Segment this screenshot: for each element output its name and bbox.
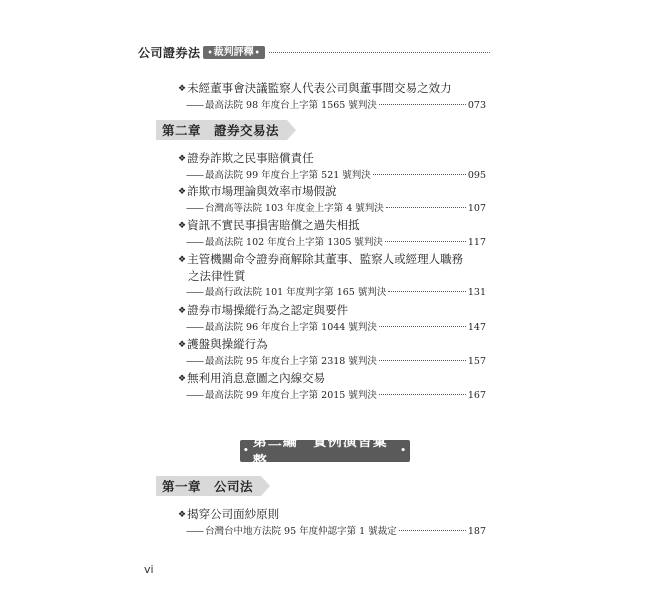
chapter-heading[interactable] <box>156 476 270 496</box>
dot-leader <box>373 174 466 175</box>
diamond-bullet-icon: ❖ <box>178 84 187 94</box>
diamond-bullet-icon: ❖ <box>178 255 187 265</box>
diamond-bullet-icon: ❖ <box>178 154 187 164</box>
running-header <box>138 44 490 60</box>
chapter-arrow-tail <box>287 120 296 140</box>
entry-source: 最高法院 102 年度台上字第 1305 號判決 <box>205 237 383 248</box>
entry-dash: —— <box>186 203 203 214</box>
entry-title: 證券市場操縱行為之認定與要件 <box>187 303 349 317</box>
header-section-tag <box>203 46 265 59</box>
dot-leader <box>379 326 466 327</box>
page-number: vi <box>144 563 154 576</box>
entry-source: 最高法院 96 年度台上字第 1044 號判決 <box>205 322 377 333</box>
part-bullet-right: • <box>400 446 407 456</box>
entry-dash: —— <box>186 390 203 401</box>
entry-title: 護盤與操縱行為 <box>187 337 268 351</box>
entry-source: 最高法院 99 年度台上字第 2015 號判決 <box>205 390 377 401</box>
diamond-bullet-icon: ❖ <box>178 306 187 316</box>
toc-entry[interactable] <box>178 150 486 184</box>
dot-leader <box>386 207 466 208</box>
entry-dash: —— <box>186 170 203 181</box>
dot-leader <box>385 241 466 242</box>
entry-page: 167 <box>467 390 486 401</box>
entry-page: 117 <box>467 237 486 248</box>
dot-leader <box>388 291 466 292</box>
entry-title: 無利用消息意圖之內線交易 <box>187 371 326 385</box>
dot-leader <box>379 360 466 361</box>
part-label: 第二編 實例演習彙整 <box>252 434 388 470</box>
toc-entry[interactable] <box>178 251 486 301</box>
entry-title: 未經董事會決議監察人代表公司與董事間交易之效力 <box>187 81 452 95</box>
diamond-bullet-icon: ❖ <box>178 340 187 350</box>
entry-source: 台灣高等法院 103 年度金上字第 4 號判決 <box>205 203 384 214</box>
entry-dash: —— <box>186 100 203 111</box>
entry-title: 證券詐欺之民事賠償責任 <box>187 151 314 165</box>
tag-bullet-right: • <box>254 46 260 57</box>
entry-page: 187 <box>467 526 486 537</box>
entry-source: 最高法院 95 年度台上字第 2318 號判決 <box>205 356 377 367</box>
diamond-bullet-icon: ❖ <box>178 221 187 231</box>
tag-label: 裁判評釋 <box>213 46 254 58</box>
entry-source: 最高法院 98 年度台上字第 1565 號判決 <box>205 100 377 111</box>
entry-source: 最高行政法院 101 年度判字第 165 號判決 <box>205 287 387 298</box>
entry-source: 最高法院 99 年度台上字第 521 號判決 <box>205 170 371 181</box>
part-heading[interactable] <box>240 434 410 470</box>
entry-title: 揭穿公司面紗原則 <box>187 507 280 521</box>
toc-entry[interactable] <box>178 217 486 251</box>
toc-entry[interactable] <box>178 302 486 336</box>
toc-entry[interactable] <box>178 183 486 217</box>
dot-leader <box>379 394 466 395</box>
diamond-bullet-icon: ❖ <box>178 510 187 520</box>
entry-page: 073 <box>467 100 486 111</box>
entry-title: 主管機關命令證券商解除其董事、監察人或經理人職務 <box>187 252 464 266</box>
entry-title: 詐欺市場理論與效率市場假說 <box>187 184 337 198</box>
entry-page: 147 <box>467 322 486 333</box>
chapter-label: 第二章 證券交易法 <box>156 120 287 140</box>
entry-dash: —— <box>186 322 203 333</box>
part-bullet-left: • <box>243 446 250 456</box>
toc-entry[interactable] <box>178 506 486 540</box>
toc-entry[interactable] <box>178 336 486 370</box>
toc-entry[interactable] <box>178 80 486 114</box>
entry-dash: —— <box>186 526 203 537</box>
chapter-label: 第一章 公司法 <box>156 476 261 496</box>
entry-source: 台灣台中地方法院 95 年度仲認字第 1 號裁定 <box>205 526 397 537</box>
dot-leader <box>399 530 466 531</box>
entry-dash: —— <box>186 287 203 298</box>
entry-page: 157 <box>467 356 486 367</box>
entry-page: 095 <box>467 170 486 181</box>
entry-title-continuation: 之法律性質 <box>188 269 246 283</box>
chapter-heading[interactable] <box>156 120 296 140</box>
entry-page: 131 <box>467 287 486 298</box>
diamond-bullet-icon: ❖ <box>178 374 187 384</box>
entry-dash: —— <box>186 237 203 248</box>
header-book-title: 公司證券法 <box>138 45 201 60</box>
diamond-bullet-icon: ❖ <box>178 187 187 197</box>
tag-bullet-left: • <box>207 46 213 57</box>
entry-title: 資訊不實民事損害賠償之過失相抵 <box>187 218 360 232</box>
dot-leader <box>379 104 466 105</box>
entry-page: 107 <box>467 203 486 214</box>
header-dotted-rule <box>269 52 490 53</box>
chapter-arrow-tail <box>261 476 270 496</box>
entry-dash: —— <box>186 356 203 367</box>
toc-entry[interactable] <box>178 370 486 404</box>
